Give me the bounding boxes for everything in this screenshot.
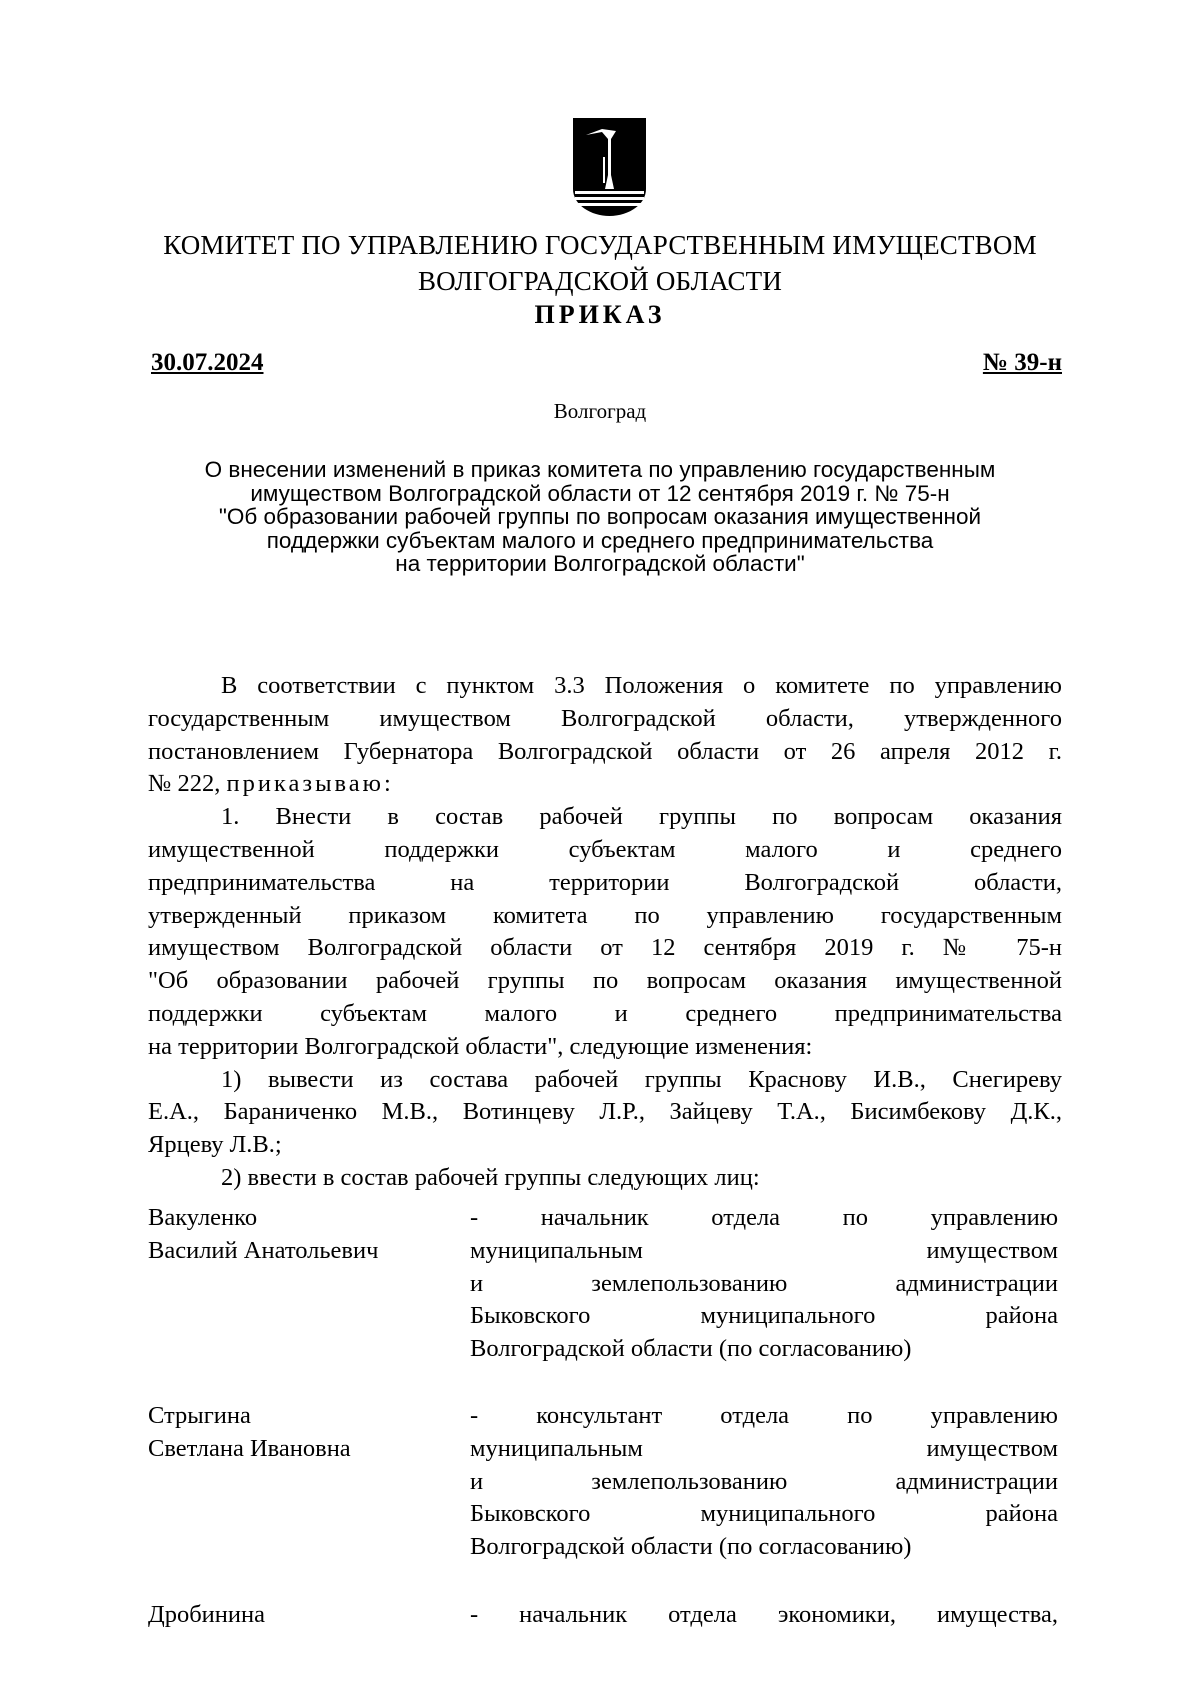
member-name-line: Вакуленко xyxy=(148,1204,258,1231)
organization-name-line-2: ВОЛГОГРАДСКОЙ ОБЛАСТИ xyxy=(417,266,783,296)
preamble-line-order xyxy=(148,768,1062,801)
document-body xyxy=(148,670,1062,1195)
title-line: поддержки субъектам малого и среднего предпринимательства xyxy=(266,527,934,553)
member-role-line: Волгоградской области (по согласованию) xyxy=(470,1335,912,1363)
document-title xyxy=(130,458,1070,576)
member-name-line: Дробинина xyxy=(148,1601,265,1628)
subitem1-line: 1) вывести из состава рабочей группы Краснову И.В., Снегиреву xyxy=(221,1065,1062,1093)
member-role-line: - консультант отдела по управлению xyxy=(470,1402,1058,1429)
member-role-line: и землепользованию администрации xyxy=(470,1467,1058,1495)
preamble-line: постановлением Губернатора Волгоградской области от 26 апреля 2012 г. xyxy=(148,737,1062,765)
item1-line: на территории Волгоградской области", следующие изменения: xyxy=(148,1032,813,1060)
title-line: О внесении изменений в приказ комитета по управлению государственным xyxy=(204,457,996,482)
member-role-line: и землепользованию администрации xyxy=(470,1269,1058,1297)
subitem1-line: Ярцеву Л.В.; xyxy=(148,1131,282,1159)
document-city: Волгоград xyxy=(553,399,647,423)
item1-line: предпринимательства на территории Волгоградской области, xyxy=(148,868,1062,896)
item1-line: имущественной поддержки субъектам малого и среднего xyxy=(148,835,1062,863)
member-role-line: Волгоградской области (по согласованию) xyxy=(470,1533,912,1561)
item1-line: "Об образовании рабочей группы по вопросам оказания имущественной xyxy=(148,967,1062,995)
member-name xyxy=(148,1599,458,1632)
item1-line: имуществом Волгоградской области от 12 сентября 2019 г. № 75-н xyxy=(148,934,1062,962)
subitem2-line: 2) ввести в состав рабочей группы следующих лиц: xyxy=(221,1163,760,1191)
member-role-line: муниципальным имуществом xyxy=(470,1236,1058,1264)
member-name-line: Стрыгина xyxy=(148,1402,251,1429)
title-line: "Об образовании рабочей группы по вопросам оказания имущественной xyxy=(218,504,982,529)
preamble-line: государственным имуществом Волгоградской области, утвержденного xyxy=(148,704,1062,732)
member-role-line: Быковского муниципального района xyxy=(470,1500,1058,1528)
item1-line: поддержки субъектам малого и среднего предпринимательства xyxy=(148,999,1062,1027)
order-word: приказываю: xyxy=(226,770,394,798)
member-role-line: Быковского муниципального района xyxy=(470,1302,1058,1330)
title-line: на территории Волгоградской области" xyxy=(395,551,805,576)
subitem1-line: Е.А., Бараниченко М.В., Вотинцеву Л.Р., Зайцеву Т.А., Бисимбекову Д.К., xyxy=(148,1098,1062,1126)
preamble-prefix: № 222, xyxy=(148,770,227,798)
organization-name-line-1: КОМИТЕТ ПО УПРАВЛЕНИЮ ГОСУДАРСТВЕННЫМ ИМУЩЕСТВОМ xyxy=(163,230,1037,260)
title-line: имуществом Волгоградской области от 12 сентября 2019 г. № 75-н xyxy=(250,480,950,506)
member-name-line: Василий Анатольевич xyxy=(148,1236,379,1264)
member-role-line: - начальник отдела по управлению xyxy=(470,1204,1058,1231)
member-role xyxy=(470,1202,1058,1366)
document-number: № 39-н xyxy=(982,349,1062,376)
member-name xyxy=(148,1400,458,1466)
member-role xyxy=(470,1599,1058,1632)
member-role xyxy=(470,1400,1058,1564)
member-role-line: - начальник отдела экономики, имущества, xyxy=(470,1601,1058,1628)
member-name xyxy=(148,1202,458,1268)
member-name-line: Светлана Ивановна xyxy=(148,1434,351,1462)
item1-line: 1. Внести в состав рабочей группы по вопросам оказания xyxy=(221,803,1062,831)
coat-of-arms-emblem xyxy=(572,117,647,217)
document-type: ПРИКАЗ xyxy=(534,300,666,329)
member-role-line: муниципальным имуществом xyxy=(470,1434,1058,1462)
preamble-line: В соответствии с пунктом 3.3 Положения о комитете по управлению xyxy=(221,672,1062,699)
item1-line: утвержденный приказом комитета по управлению государственным xyxy=(148,901,1062,929)
document-date: 30.07.2024 xyxy=(151,349,264,376)
